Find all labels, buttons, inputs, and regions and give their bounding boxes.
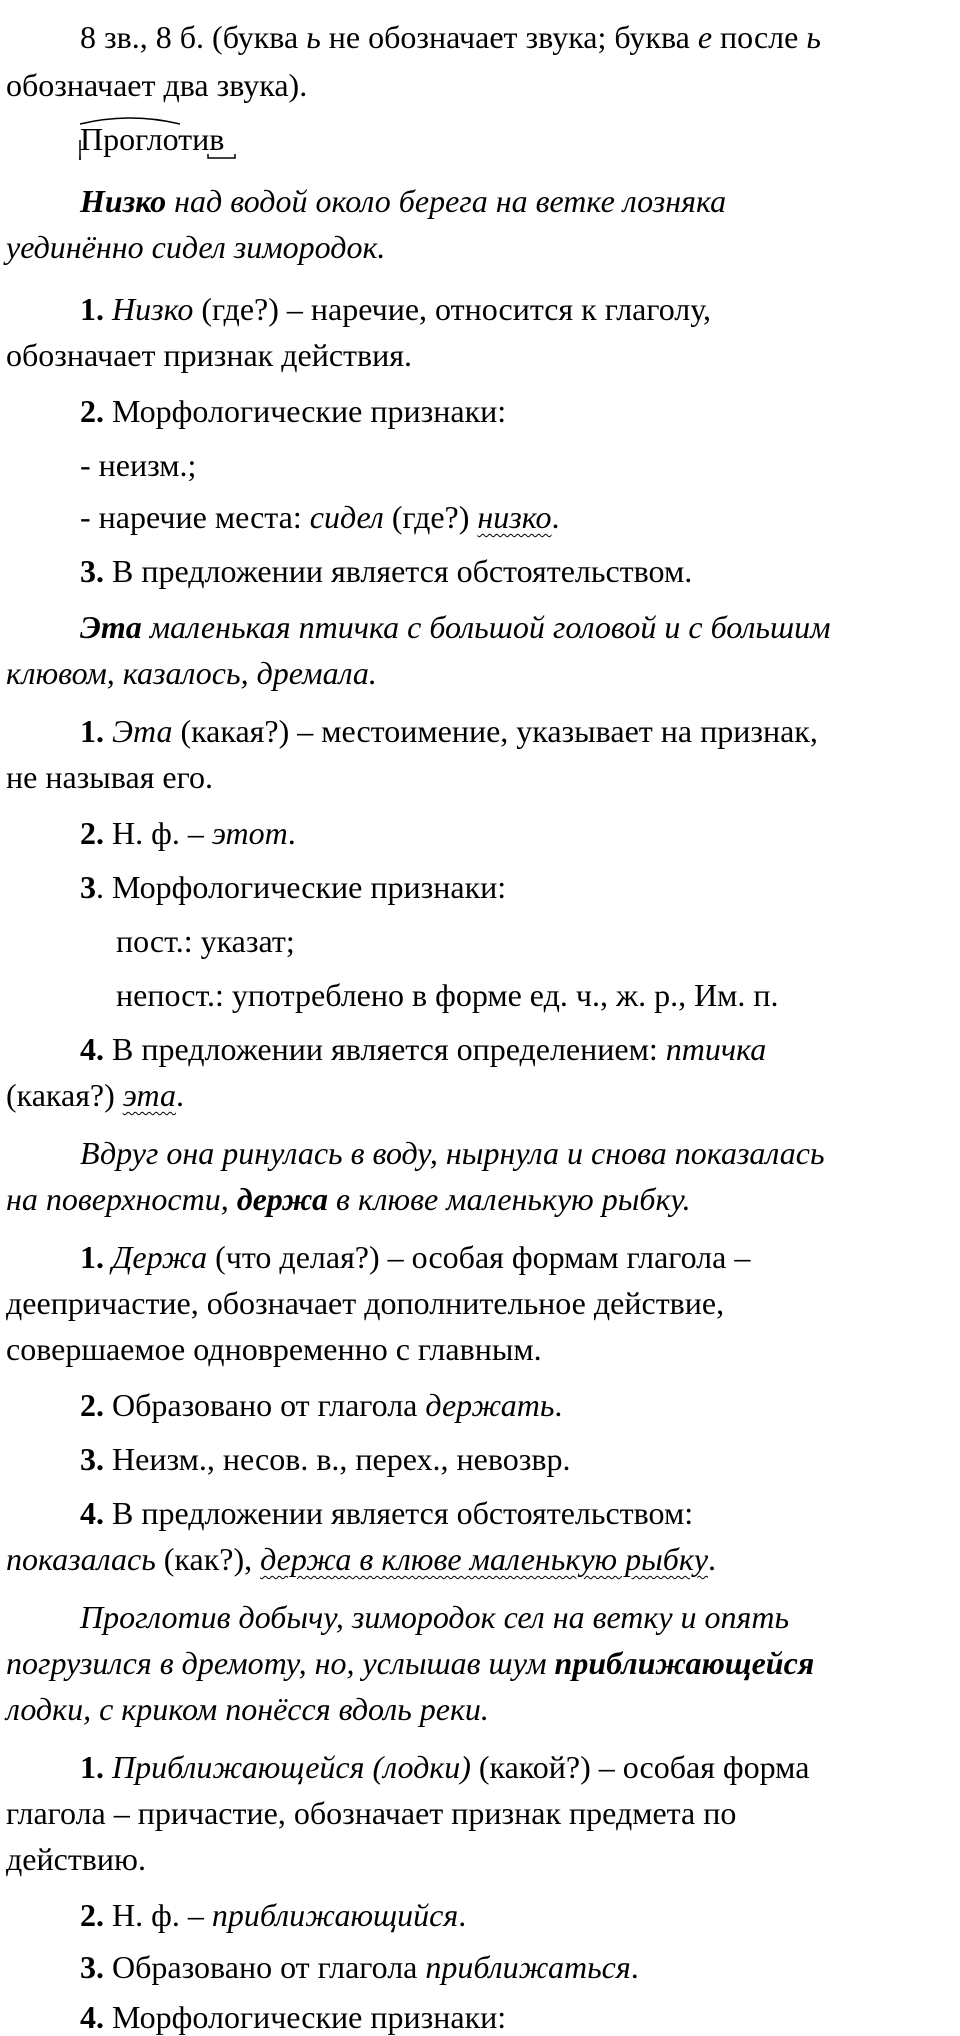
item-3 <box>80 552 940 590</box>
underlined-word: низко <box>477 499 552 535</box>
text: держать <box>425 1387 555 1423</box>
item-4c-line2 <box>6 1540 946 1578</box>
text: . <box>287 815 296 851</box>
text: лодки, с криком понёсся вдоль реки. <box>6 1691 489 1727</box>
item-2 <box>80 392 940 430</box>
text: . <box>554 1387 563 1423</box>
text: . <box>458 1897 467 1933</box>
item-4d <box>80 1998 940 2036</box>
item-3b-sub2: непост.: употреблено в форме ед. ч., ж. р., Им. п. <box>116 977 779 1013</box>
text: (где?) <box>383 499 478 535</box>
item-1b <box>80 712 940 750</box>
text: (где?) – наречие, относится к глаголу, <box>193 291 712 327</box>
item-1-line2: обозначает признак действия. <box>6 337 412 373</box>
item-2d <box>80 1896 940 1934</box>
text: не обозначает звука; буква <box>320 19 698 55</box>
item-1c <box>80 1238 940 1276</box>
item-3c <box>80 1440 940 1478</box>
text: В предложении является обстоятельством: <box>104 1495 694 1531</box>
item-3d <box>80 1948 940 1986</box>
text: (какая?) – местоимение, указывает на признак, <box>172 713 818 749</box>
highlighted-word: приближающейся <box>554 1645 815 1681</box>
highlighted-word: держа <box>236 1181 329 1217</box>
item-1b-line2: не называя его. <box>6 759 213 795</box>
text: птичка <box>665 1031 767 1067</box>
item-4c <box>80 1494 940 1532</box>
item-number: 3. <box>80 1441 104 1477</box>
sentence-4-line3 <box>6 1690 946 1728</box>
text: . Морфологические признаки: <box>96 869 507 905</box>
letter-e: е <box>697 19 713 55</box>
sentence-2 <box>80 608 940 646</box>
item-number: 4. <box>80 1495 104 1531</box>
text: . <box>175 1077 184 1113</box>
item-1c-line2: деепричастие, обозначает дополнительное действие, <box>6 1285 725 1321</box>
item-number: 3. <box>80 1949 104 1985</box>
sentence-3 <box>80 1134 940 1172</box>
text: 8 зв., 8 б. (буква <box>80 19 307 55</box>
item-2b <box>80 814 940 852</box>
sentence-2-line2 <box>6 654 946 692</box>
text: Эта <box>104 713 173 749</box>
item-number: 2. <box>80 1387 104 1423</box>
text: . <box>708 1541 717 1577</box>
sentence-3-line2 <box>6 1180 946 1218</box>
item-number: 1. <box>80 1239 104 1275</box>
item-number: 2. <box>80 1897 104 1933</box>
sentence-4 <box>80 1598 940 1636</box>
item-1c-line3: совершаемое одновременно с главным. <box>6 1331 542 1367</box>
text: Морфологические признаки: <box>104 393 507 429</box>
text: Приближающейся (лодки) <box>104 1749 471 1785</box>
sentence-4-line2 <box>6 1644 946 1682</box>
item-1d-line3: действию. <box>6 1841 146 1877</box>
item-number: 1. <box>80 1749 104 1785</box>
item-1 <box>80 290 940 328</box>
text: после <box>712 19 807 55</box>
text: В предложении является определением: <box>104 1031 666 1067</box>
underlined-phrase: держа в клюве маленькую рыбку <box>260 1541 709 1577</box>
item-number: 3 <box>80 869 96 905</box>
letter-soft-sign: ь <box>306 19 321 55</box>
text: (как?), <box>155 1541 261 1577</box>
item-2-sub1: - неизм.; <box>80 447 197 483</box>
item-number: 1. <box>80 291 104 327</box>
item-3b-sub1: пост.: указат; <box>116 923 295 959</box>
text: показалась <box>6 1541 156 1577</box>
text: Проглотив добычу, зимородок сел на ветку и опять <box>80 1599 790 1635</box>
text: (что делая?) – особая формам глагола – <box>207 1239 751 1275</box>
text: Н. ф. – <box>104 1897 212 1933</box>
highlighted-word: Эта <box>80 609 142 645</box>
sentence-1-line2 <box>6 228 946 266</box>
text: над водой около берега на ветке лозняка <box>166 183 727 219</box>
item-2-sub2 <box>80 498 940 536</box>
text: . <box>551 499 560 535</box>
text: (какой?) – особая форма <box>470 1749 810 1785</box>
phonetic-summary <box>80 18 940 56</box>
text: уединённо сидел зимородок. <box>6 229 386 265</box>
text: маленькая птичка с большой головой и с большим <box>141 609 831 645</box>
underlined-word: эта <box>122 1077 176 1113</box>
item-number: 3. <box>80 553 104 589</box>
text: . <box>630 1949 639 1985</box>
text: Н. ф. – <box>104 815 212 851</box>
text: (какая?) <box>6 1077 123 1113</box>
text: приближающийся <box>211 1897 459 1933</box>
letter-soft-sign: ь <box>806 19 821 55</box>
text: Образовано от глагола <box>104 1949 426 1985</box>
morph-word: Проглотив <box>80 121 225 157</box>
item-number: 1. <box>80 713 104 749</box>
text: Неизм., несов. в., перех., невозвр. <box>104 1441 571 1477</box>
item-1d <box>80 1748 940 1786</box>
text: в клюве маленькую рыбку. <box>328 1181 691 1217</box>
phonetic-summary-line2: обозначает два звука). <box>6 67 308 103</box>
text: на поверхности, <box>6 1181 237 1217</box>
text: Морфологические признаки: <box>104 1999 507 2035</box>
text: В предложении является обстоятельством. <box>104 553 693 589</box>
text: сидел <box>309 499 384 535</box>
text: - наречие места: <box>80 499 310 535</box>
text: погрузился в дремоту, но, услышав шум <box>6 1645 555 1681</box>
text: Образовано от глагола <box>104 1387 426 1423</box>
item-number: 4. <box>80 1031 104 1067</box>
item-3b <box>80 868 940 906</box>
text: Держа <box>104 1239 208 1275</box>
item-number: 2. <box>80 393 104 429</box>
text: клювом, казалось, дремала. <box>6 655 377 691</box>
item-number: 4. <box>80 1999 104 2035</box>
text: Низко <box>104 291 194 327</box>
item-4b <box>80 1030 940 1068</box>
text: приближаться <box>425 1949 631 1985</box>
text: Вдруг она ринулась в воду, нырнула и снова показалась <box>80 1135 825 1171</box>
text: этот <box>211 815 288 851</box>
item-4b-line2 <box>6 1076 946 1114</box>
sentence-1 <box>80 182 940 220</box>
item-number: 2. <box>80 815 104 851</box>
item-2c <box>80 1386 940 1424</box>
item-1d-line2: глагола – причастие, обозначает признак предмета по <box>6 1795 737 1831</box>
highlighted-word: Низко <box>80 183 167 219</box>
